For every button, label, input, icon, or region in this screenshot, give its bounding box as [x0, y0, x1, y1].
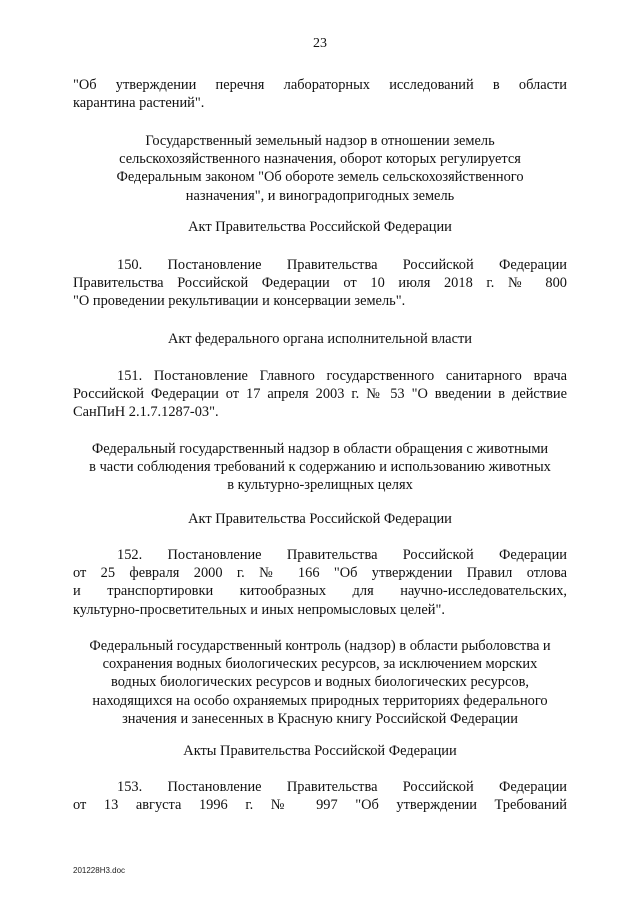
text-line: 153. Постановление Правительства Российской Федерации [117, 779, 567, 795]
act-title-text: Акт Правительства Российской Федерации [188, 511, 452, 527]
heading-line: назначения", и виноградопригодных земель [185, 187, 455, 204]
text-line: карантина растений". [73, 95, 205, 112]
text-line: "О проведении рекультивации и консервации земель". [73, 293, 406, 310]
item-152 [73, 546, 567, 619]
heading-line: водных биологических ресурсов и водных биологических ресурсов, [111, 674, 529, 691]
item-153 [73, 778, 567, 814]
text-line: 151. Постановление Главного государственного санитарного врача [117, 368, 567, 384]
heading-line: Государственный земельный надзор в отношении земель [145, 133, 495, 149]
act-title-text: Акт Правительства Российской Федерации [188, 219, 452, 235]
act-title-text: Акт федерального органа исполнительной власти [168, 331, 472, 347]
text-line: "Об утверждении перечня лабораторных исследований в области [73, 77, 567, 93]
act-title [73, 218, 567, 236]
heading-line: сохранения водных биологических ресурсов, за исключением морских [102, 656, 538, 673]
heading-line: значения и занесенных в Красную книгу Российской Федерации [122, 710, 518, 727]
section-heading-animal-supervision [73, 440, 567, 495]
act-title [73, 330, 567, 348]
heading-line: сельскохозяйственного назначения, оборот которых регулируется [119, 151, 521, 168]
act-title [73, 510, 567, 528]
heading-line: Федеральный государственный надзор в области обращения с животными [91, 441, 549, 457]
heading-line: в части соблюдения требований к содержанию и использованию животных [89, 459, 551, 476]
text-line: СанПиН 2.1.7.1287-03". [73, 404, 219, 421]
text-line: 152. Постановление Правительства Российской Федерации [117, 547, 567, 563]
act-title-text: Акты Правительства Российской Федерации [183, 743, 457, 759]
heading-line: в культурно-зрелищных целях [227, 477, 413, 494]
item-150 [73, 256, 567, 311]
heading-line: Федеральный государственный контроль (надзор) в области рыболовства и [89, 638, 551, 654]
continuation-paragraph [73, 76, 567, 112]
text-line: и транспортировки китообразных для научно-исследовательских, [73, 583, 567, 600]
text-line: 150. Постановление Правительства Российской Федерации [117, 257, 567, 273]
text-line: Российской Федерации от 17 апреля 2003 г. № 53 "О введении в действие [73, 386, 567, 403]
text-line: от 13 августа 1996 г. № 997 "Об утверждении Требований [73, 797, 567, 814]
text-line: культурно-просветительных и иных непромысловых целей". [73, 601, 445, 618]
text-line: от 25 февраля 2000 г. № 166 "Об утверждении Правил отлова [73, 565, 567, 582]
act-title [73, 742, 567, 760]
document-filename: 201228H3.doc [73, 866, 126, 875]
section-heading-fishery-control [73, 637, 567, 728]
page-number: 23 [313, 36, 327, 51]
heading-line: находящихся на особо охраняемых природных территориях федерального [92, 692, 548, 709]
text-line: Правительства Российской Федерации от 10 июля 2018 г. № 800 [73, 275, 567, 292]
item-151 [73, 367, 567, 422]
section-heading-land-supervision [73, 132, 567, 205]
heading-line: Федеральным законом "Об обороте земель сельскохозяйственного [116, 169, 524, 186]
